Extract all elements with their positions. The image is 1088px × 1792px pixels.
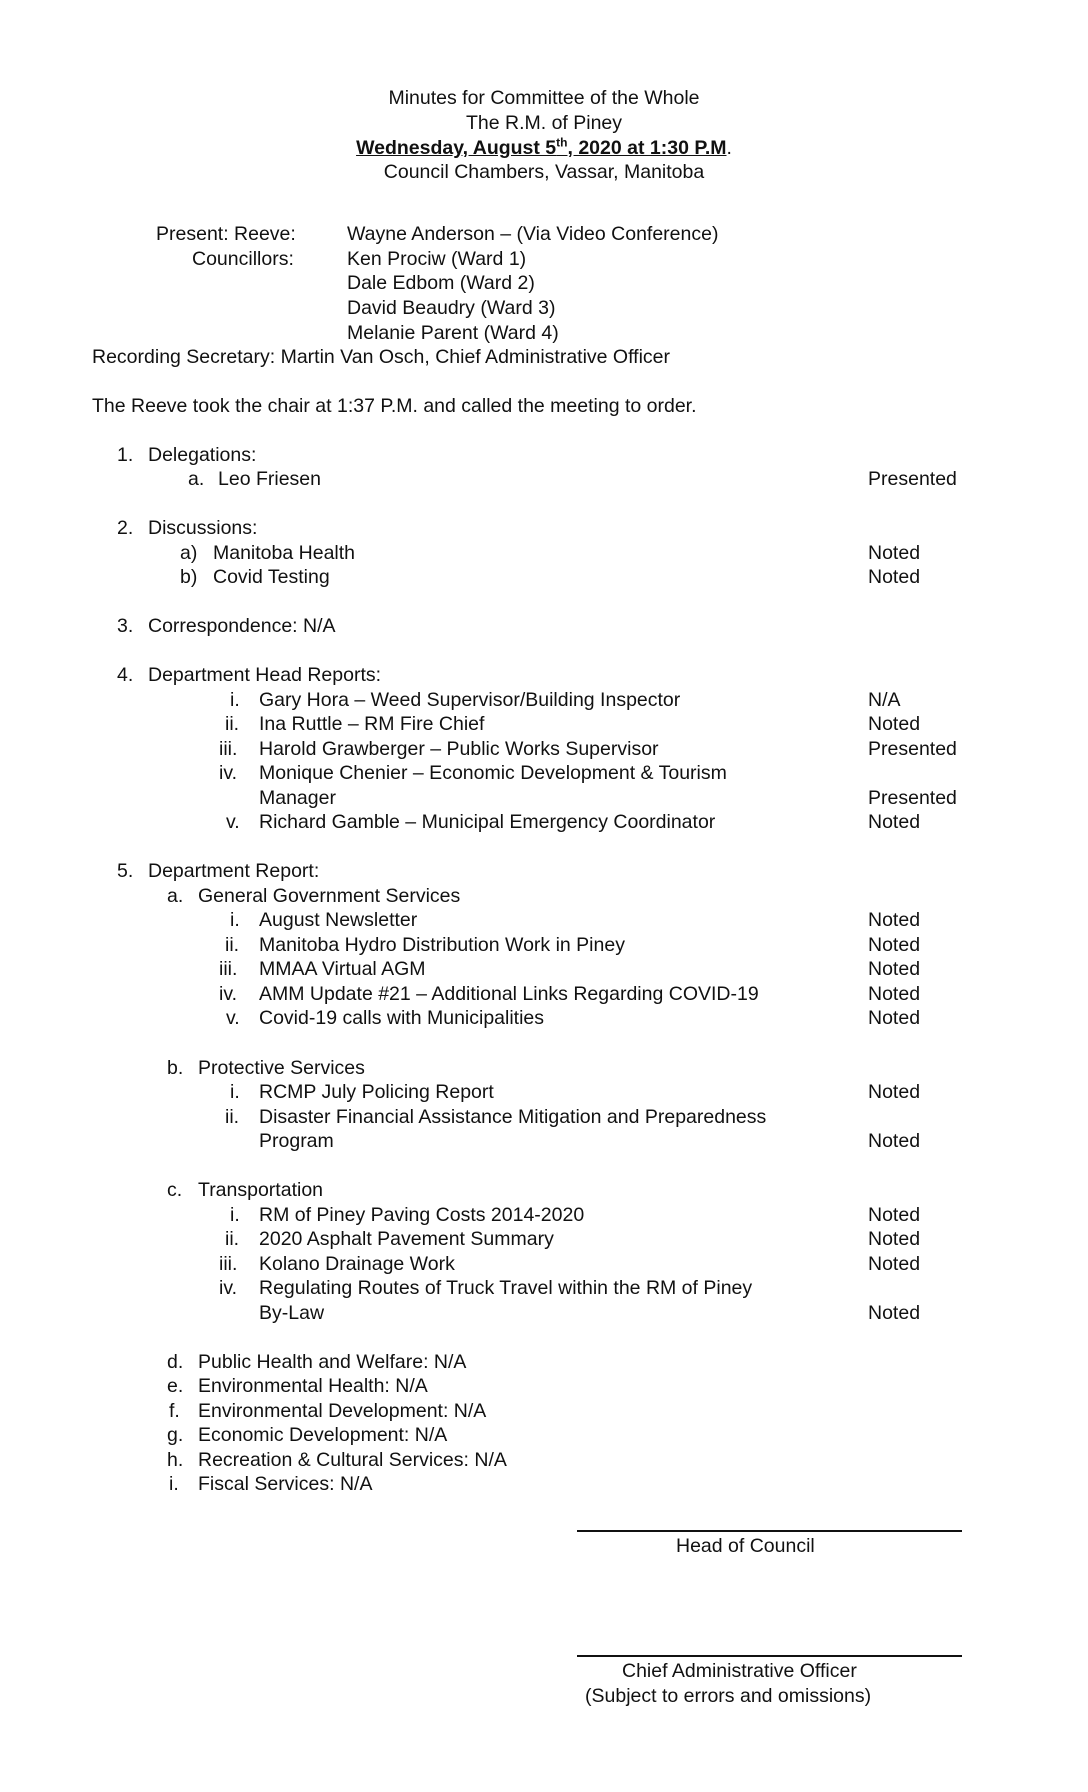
subsection-marker: e. [167,1375,184,1397]
status-label: Noted [868,542,921,564]
recording-secretary: Recording Secretary: Martin Van Osch, Chief Administrative Officer [92,346,671,368]
municipality-name: The R.M. of Piney [465,111,623,134]
item-marker: ii. [225,1228,240,1250]
item-marker: v. [226,811,240,833]
item-marker: iv. [219,762,238,784]
subsection-heading: Economic Development: N/A [198,1424,448,1446]
report-item-continued: Program [259,1130,334,1152]
report-item: Kolano Drainage Work [259,1253,455,1275]
item-marker: b) [180,566,198,588]
item-marker: iii. [219,958,238,980]
status-label: Noted [868,1302,921,1324]
discussion-item: Manitoba Health [213,542,356,564]
report-item-continued: By-Law [259,1302,325,1324]
status-label: Presented [868,738,957,760]
subsection-marker: f. [169,1400,180,1422]
item-marker: iv. [219,983,238,1005]
subsection-marker: d. [167,1351,184,1373]
item-marker: i. [230,1204,240,1226]
subsection-heading: Protective Services [198,1057,365,1079]
item-marker: a) [180,542,198,564]
status-label: Noted [868,983,921,1005]
subsection-heading: Fiscal Services: N/A [198,1473,373,1495]
report-item: Richard Gamble – Municipal Emergency Coordinator [259,811,716,833]
delegation-item: Leo Friesen [218,468,321,490]
status-label: Noted [868,1007,921,1029]
status-label: Noted [868,1253,921,1275]
item-marker: i. [230,689,240,711]
subsection-marker: h. [167,1449,184,1471]
report-item: Monique Chenier – Economic Development & Tourism [259,762,727,784]
item-marker: ii. [225,713,240,735]
report-item: Regulating Routes of Truck Travel within the RM of Piney [259,1277,753,1299]
subsection-heading: Recreation & Cultural Services: N/A [198,1449,507,1471]
report-item: RM of Piney Paving Costs 2014-2020 [259,1204,585,1226]
reeve-label: Present: Reeve: [156,223,296,245]
report-item-continued: Manager [259,787,336,809]
status-label: Noted [868,811,921,833]
reeve-name: Wayne Anderson – (Via Video Conference) [347,223,719,245]
status-label: Noted [868,1081,921,1103]
item-marker: iii. [219,1253,238,1275]
subsection-marker: c. [167,1179,183,1201]
subsection-heading: Public Health and Welfare: N/A [198,1351,467,1373]
discussions-heading: Discussions: [148,517,258,539]
report-item: MMAA Virtual AGM [259,958,426,980]
item-marker: ii. [225,1106,240,1128]
status-label: Noted [868,566,921,588]
status-label: Noted [868,958,921,980]
report-item: Harold Grawberger – Public Works Supervisor [259,738,659,760]
report-item: August Newsletter [259,909,418,931]
head-of-council-signature-line [577,1530,962,1532]
meeting-date-period: . [726,136,732,159]
councillor-2: Dale Edbom (Ward 2) [347,272,535,294]
item-marker: a. [188,468,205,490]
section-number: 1. [117,444,134,466]
report-item: RCMP July Policing Report [259,1081,494,1103]
delegations-heading: Delegations: [148,444,257,466]
report-item: Gary Hora – Weed Supervisor/Building Inspector [259,689,681,711]
councillor-3: David Beaudry (Ward 3) [347,297,556,319]
subsection-marker: g. [167,1424,184,1446]
section-number: 4. [117,664,134,686]
item-marker: iii. [219,738,238,760]
document-header [0,86,1088,185]
status-label: Presented [868,787,957,809]
dept-report-heading: Department Report: [148,860,320,882]
item-marker: v. [226,1007,240,1029]
subsection-heading: Environmental Development: N/A [198,1400,487,1422]
correspondence-heading: Correspondence: N/A [148,615,336,637]
report-item: Disaster Financial Assistance Mitigation and Preparedness [259,1106,767,1128]
meeting-date [0,136,1088,161]
report-item: 2020 Asphalt Pavement Summary [259,1228,554,1250]
call-to-order: The Reeve took the chair at 1:37 P.M. and called the meeting to order. [92,395,697,417]
status-label: Noted [868,1228,921,1250]
section-number: 2. [117,517,134,539]
status-label: Noted [868,713,921,735]
status-label: Noted [868,1204,921,1226]
subsection-marker: i. [169,1473,179,1495]
item-marker: ii. [225,934,240,956]
subsection-heading: General Government Services [198,885,461,907]
report-item: AMM Update #21 – Additional Links Regarding COVID-19 [259,983,759,1005]
status-label: Noted [868,934,921,956]
meeting-date-suffix: th [556,135,568,150]
status-label: Noted [868,909,921,931]
cao-label: Chief Administrative Officer [622,1660,857,1682]
section-number: 3. [117,615,134,637]
report-item: Covid-19 calls with Municipalities [259,1007,545,1029]
head-of-council-label: Head of Council [676,1535,815,1557]
report-item: Manitoba Hydro Distribution Work in Piney [259,934,625,956]
disclaimer-note: (Subject to errors and omissions) [585,1685,872,1707]
subsection-marker: b. [167,1057,184,1079]
discussion-item: Covid Testing [213,566,330,588]
cao-signature-line [577,1655,962,1657]
status-label: Presented [868,468,957,490]
councillor-4: Melanie Parent (Ward 4) [347,322,559,344]
councillor-1: Ken Prociw (Ward 1) [347,248,527,270]
meeting-date-main: Wednesday, August 5 [356,136,557,159]
status-label: Noted [868,1130,921,1152]
subsection-heading: Transportation [198,1179,324,1201]
item-marker: i. [230,1081,240,1103]
meeting-date-time: , 2020 at 1:30 P.M [567,136,727,159]
dept-head-reports-heading: Department Head Reports: [148,664,382,686]
item-marker: iv. [219,1277,238,1299]
subsection-marker: a. [167,885,184,907]
councillors-label: Councillors: [192,248,294,270]
document-title: Minutes for Committee of the Whole [388,87,700,109]
subsection-heading: Environmental Health: N/A [198,1375,428,1397]
meeting-location: Council Chambers, Vassar, Manitoba [383,161,705,184]
status-label: N/A [868,689,901,711]
item-marker: i. [230,909,240,931]
report-item: Ina Ruttle – RM Fire Chief [259,713,485,735]
section-number: 5. [117,860,134,882]
